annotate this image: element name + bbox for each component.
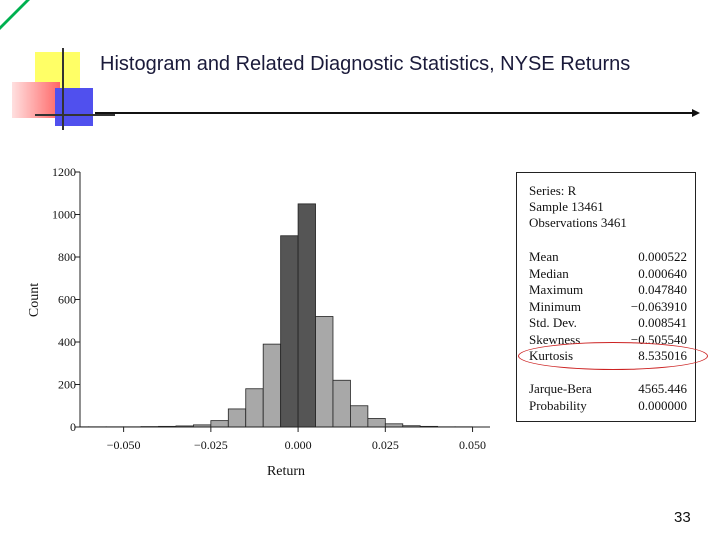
stat-row-probability: [529, 398, 693, 415]
stat-value: 0.000522: [638, 249, 687, 264]
logo-blue-square: [55, 88, 93, 126]
stat-label: Kurtosis: [529, 348, 574, 363]
histogram-bar: [298, 204, 315, 427]
stat-label: Median: [529, 265, 569, 281]
logo-horizontal-line: [35, 114, 115, 116]
stat-label: Skewness: [529, 331, 581, 347]
logo-vertical-line: [62, 48, 64, 130]
stat-row-median: [529, 266, 693, 283]
stat-row-maximum: [529, 282, 693, 299]
corner-triangle-inner: [0, 0, 26, 26]
title-underline: [95, 112, 695, 114]
histogram-bar: [316, 317, 333, 428]
kurtosis-highlight-oval: [518, 342, 708, 370]
x-tick-label: −0.025: [193, 438, 228, 452]
title-underline-arrow: [692, 109, 700, 117]
y-tick-label: 200: [58, 377, 76, 392]
stat-row-jarque-bera: [529, 381, 693, 398]
stat-label: Jarque-Bera: [529, 381, 592, 396]
histogram-chart: [20, 158, 500, 483]
stat-label: Mean: [529, 249, 559, 264]
stat-value: −0.505540: [630, 331, 687, 347]
stat-label: Std. Dev.: [529, 315, 577, 330]
histogram-bar: [246, 389, 263, 427]
x-tick-label: 0.000: [284, 438, 312, 452]
stat-value: 0.008541: [638, 315, 687, 330]
stat-value: 0.047840: [638, 282, 687, 297]
y-tick-label: 600: [58, 292, 76, 307]
histogram-bar: [333, 380, 350, 427]
stat-value: 8.535016: [638, 348, 687, 363]
stat-value: 4565.446: [638, 381, 687, 396]
logo-red-square: [12, 82, 60, 118]
histogram-bar: [211, 421, 228, 427]
x-tick-label: −0.050: [106, 438, 141, 452]
stat-label: Maximum: [529, 282, 584, 297]
page-number: 33: [674, 509, 691, 526]
diagnostic-statistics-box: [516, 172, 696, 422]
observations-label: Observations 3461: [529, 215, 627, 230]
stat-row-minimum: [529, 299, 693, 316]
y-tick-label: 400: [58, 335, 76, 349]
stat-label: Minimum: [529, 298, 582, 314]
histogram-bar: [263, 344, 280, 427]
series-label: Series: R: [529, 183, 577, 198]
y-tick-label: 0: [70, 420, 76, 434]
y-tick-label: 800: [58, 250, 76, 264]
stat-value: 0.000000: [638, 397, 687, 413]
stat-label: Probability: [529, 397, 587, 413]
x-axis-label: Return: [266, 464, 306, 479]
x-tick-label: 0.025: [371, 438, 399, 452]
y-axis-label: Count: [27, 282, 42, 318]
stat-value: 0.000640: [638, 265, 687, 281]
histogram-bar: [350, 406, 367, 427]
y-tick-label: 1000: [52, 207, 76, 222]
histogram-bars: [80, 204, 473, 427]
histogram-bar: [368, 419, 385, 428]
stat-row-mean: [529, 249, 693, 266]
histogram-bar: [228, 409, 245, 427]
x-tick-label: 0.050: [459, 438, 487, 452]
y-tick-label: 1200: [52, 165, 76, 179]
histogram-bar: [281, 236, 298, 427]
stat-value: −0.063910: [630, 298, 687, 314]
slide-title: Histogram and Related Diagnostic Statistics, NYSE Returns: [100, 53, 631, 75]
sample-label: Sample 13461: [529, 199, 604, 214]
stat-row-std-dev: [529, 315, 693, 332]
